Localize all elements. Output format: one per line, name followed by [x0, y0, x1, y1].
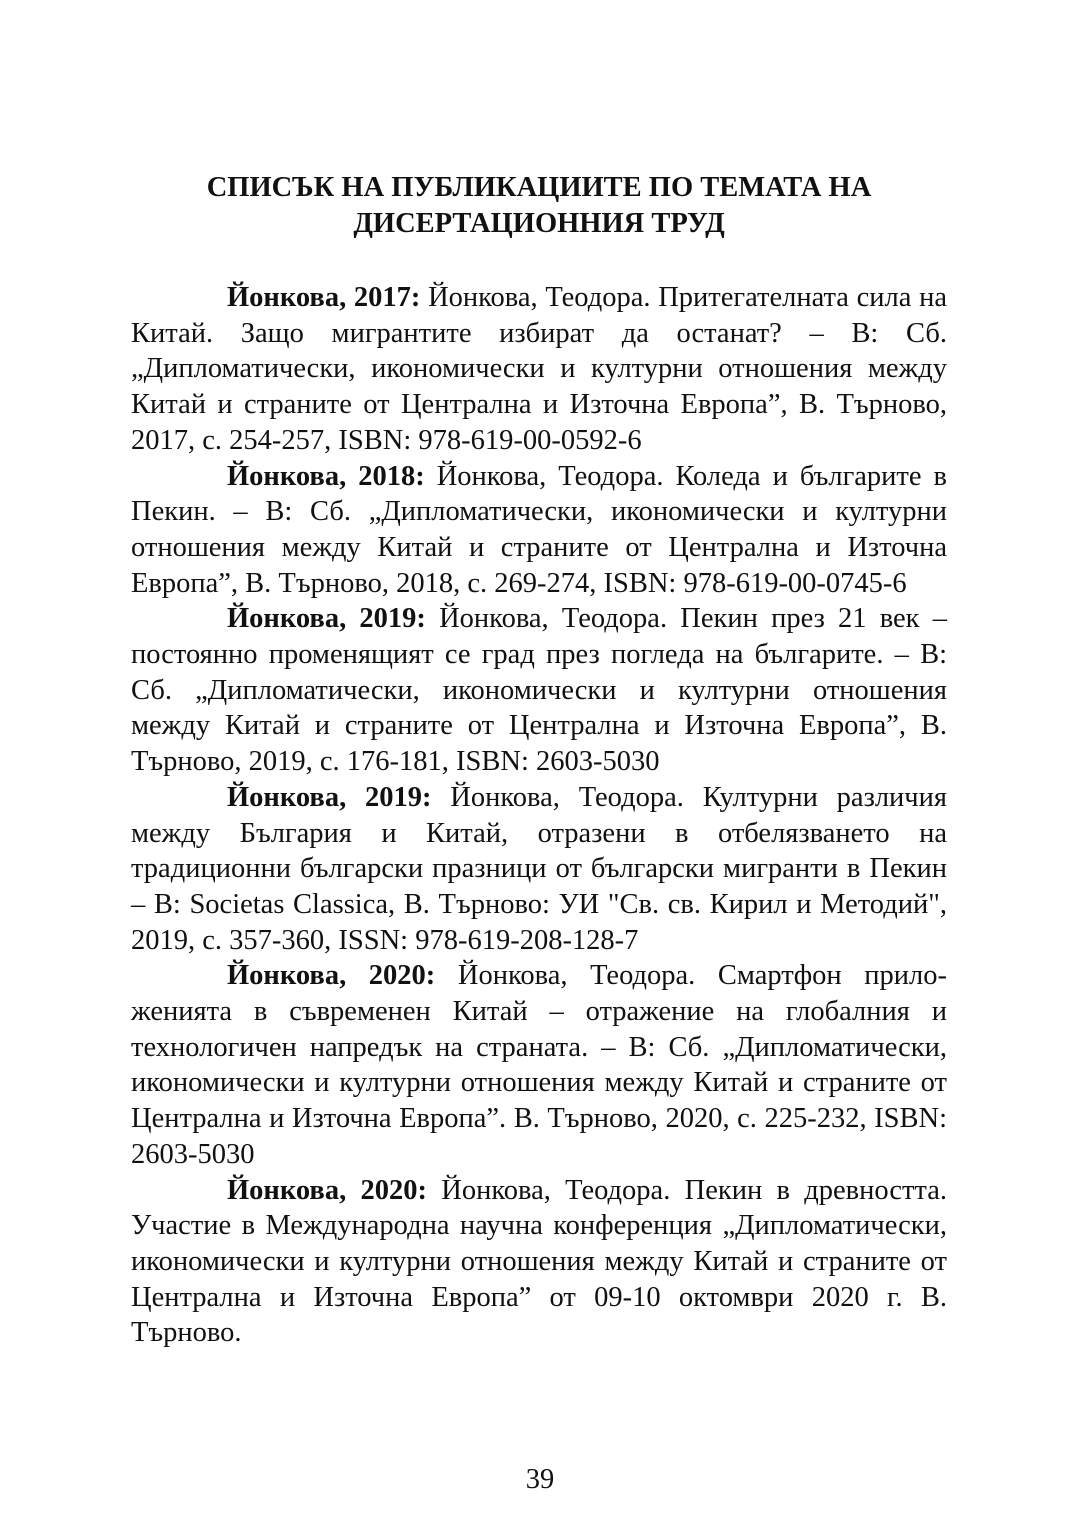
entry-author: Йонкова, 2020: [227, 960, 436, 992]
entry-text: Йонкова, Теодора. Смартфон приложенията в съвременен Китай – отражение на глобалния и технологичен напредък на страната. – В: Сб. „Дипломатически, икономически и културни отношения между Китай и страните от Централна и Източна Европа”. В. Търново, 2020, с. 225-232, ISBN: 2603-5030 [131, 960, 947, 1170]
page-title [131, 170, 947, 242]
entry-text: Йонкова, Теодора. Притегателната сила на Китай. Защо мигрантите избират да останат? – В: Сб. „Дипломатически, икономически и културни отношения между Китай и страните от Централна и Източна Европа”, В. Търново, 2017, с. 254-257, ISBN: 978-619-00-0592-6 [131, 282, 947, 456]
title-line-1: СПИСЪК НА ПУБЛИКАЦИИТЕ ПО ТЕМАТА НА [206, 172, 872, 203]
entry-text: Йонкова, Теодора. Коледа и българите в Пекин. – В: Сб. „Дипломатически, икономически и културни отношения между Китай и страните от Централна и Източна Европа”, В. Търново, 2018, с. 269-274, ISBN: 978-619-00-0745-6 [131, 460, 947, 599]
entry-author: Йонкова, 2019: [227, 603, 426, 635]
page-number: 39 [525, 1464, 555, 1495]
publication-entry [131, 601, 947, 780]
entry-text: Йонкова, Теодора. Културни различия между България и Китай, отразени в отбелязването на традиционни български празници от български мигранти в Пекин – В: Societas Classica, В. Търново: УИ "Св. св. Кирил и Методий", 2019, с. 357-360, ISSN: 978-619-208-128-7 [131, 781, 947, 956]
entry-text: Йонкова, Теодора. Пекин през 21 век – постоянно променящият се град през погледа на българите. – В: Сб. „Дипломатически, икономически и културни отношения между Китай и страните от Централна и Източна Европа”, В. Търново, 2019, с. 176-181, ISBN: 2603-5030 [131, 603, 947, 778]
publication-entry [131, 780, 947, 959]
publication-entry [131, 1173, 947, 1352]
publication-entry [131, 459, 947, 602]
publication-entry [131, 280, 947, 459]
publication-entry [131, 958, 947, 1172]
entry-author: Йонкова, 2020: [227, 1174, 427, 1206]
publication-list [131, 280, 947, 1351]
title-line-2: ДИСЕРТАЦИОННИЯ ТРУД [353, 208, 725, 239]
document-page [131, 170, 947, 1351]
entry-author: Йонкова, 2017: [227, 282, 421, 313]
entry-author: Йонкова, 2018: [227, 460, 425, 492]
entry-author: Йонкова, 2019: [227, 781, 432, 813]
entry-text: Йонкова, Теодора. Пекин в древността. Участие в Международна научна конференция „Дипломатически, икономически и културни отношения между Китай и страните от Централна и Източна Европа” от 09-10 октомври 2020 г. В. Търново. [131, 1174, 947, 1349]
